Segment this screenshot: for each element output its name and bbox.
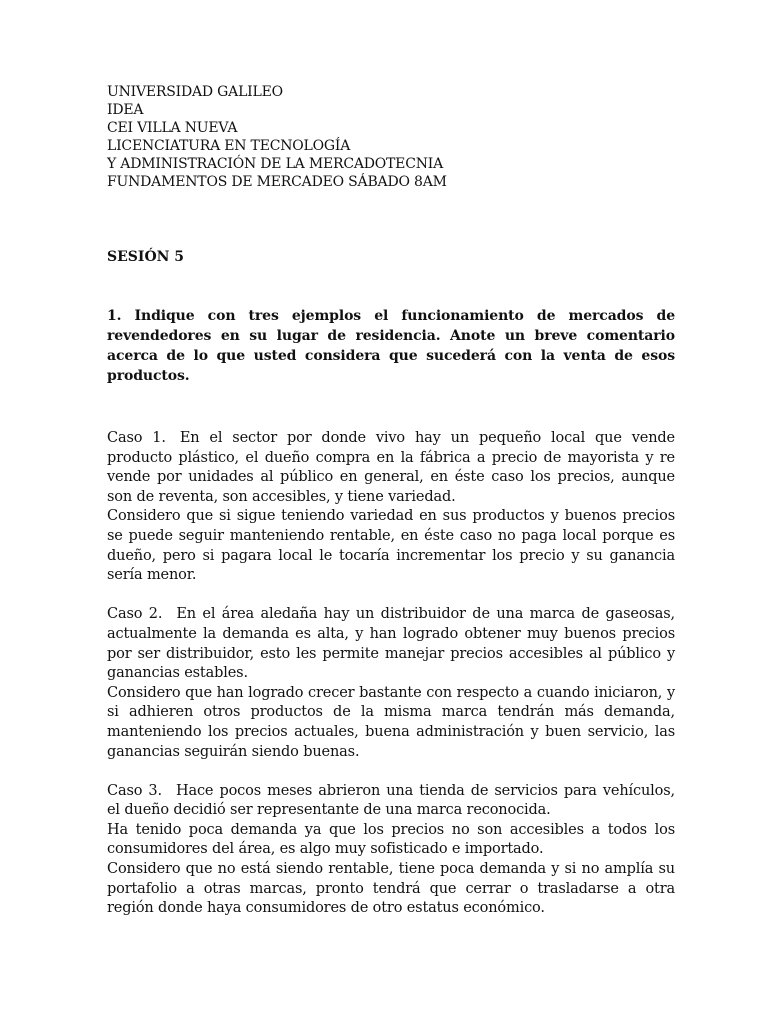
- document-header: [107, 83, 675, 191]
- question-text: Indique con tres ejemplos el funcionamiento de mercados de revendedores en su lugar de residencia. Anote un breve comentario acerca de lo que usted considera que sucederá con la venta de esos productos.: [107, 308, 676, 384]
- case-3-text-1: Hace pocos meses abrieron una tienda de servicios para vehículos, el dueño decidió ser representante de una marca reconocida.: [107, 782, 675, 819]
- case-2-paragraph-1: [107, 605, 675, 683]
- question-prompt: [107, 306, 675, 386]
- case-1-paragraph-2: Considero que si sigue teniendo variedad en sus productos y buenos precios se puede seguir manteniendo rentable, en éste caso no paga local porque es dueño, pero si pagara local le tocaría incrementar los precio y su ganancia sería menor.: [107, 508, 675, 584]
- case-3: [107, 782, 675, 919]
- case-1: [107, 429, 675, 586]
- case-2: [107, 605, 675, 762]
- header-center: CEI VILLA NUEVA: [107, 120, 238, 136]
- case-3-label: Caso 3.: [107, 782, 162, 799]
- case-1-paragraph-1: [107, 429, 675, 507]
- header-degree-continued: Y ADMINISTRACIÓN DE LA MERCADOTECNIA: [107, 156, 444, 172]
- case-2-label: Caso 2.: [107, 606, 163, 623]
- case-3-paragraph-3: Considero que no está siendo rentable, tiene poca demanda y si no amplía su portafolio a otras marcas, pronto tendrá que cerrar o trasladarse a otra región donde haya consumidores de otro estatus económico.: [107, 861, 675, 917]
- header-degree: LICENCIATURA EN TECNOLOGÍA: [107, 138, 351, 154]
- case-1-text-1: En el sector por donde vivo hay un pequeño local que vende producto plástico, el dueño compra en la fábrica a precio de mayorista y re vende por unidades al público en general, en éste caso los precios, aunque son de reventa, son accesibles, y tiene variedad.: [107, 430, 675, 505]
- case-1-label: Caso 1.: [107, 430, 166, 446]
- case-2-paragraph-2: Considero que han logrado crecer bastante con respecto a cuando iniciaron, y si adhieren otros productos de la misma marca tendrán más demanda, manteniendo los precios actuales, buena administración y buen servicio, las ganancias seguirán siendo buenas.: [107, 684, 675, 760]
- header-course: FUNDAMENTOS DE MERCADEO SÁBADO 8AM: [107, 174, 447, 190]
- header-program: IDEA: [107, 102, 144, 118]
- case-2-text-1: En el área aledaña hay un distribuidor de una marca de gaseosas, actualmente la demanda es alta, y han logrado obtener muy buenos precios por ser distribuidor, esto les permite manejar precios accesibles al público y ganancias estables.: [107, 606, 675, 682]
- case-3-paragraph-2: Ha tenido poca demanda ya que los precios no son accesibles a todos los consumidores del área, es algo muy sofisticado e importado.: [107, 821, 675, 858]
- case-3-paragraph-1: [107, 782, 675, 821]
- document-page: [107, 83, 675, 919]
- session-title: SESIÓN 5: [107, 249, 185, 265]
- header-university: UNIVERSIDAD GALILEO: [107, 84, 283, 100]
- question-number: 1.: [107, 308, 122, 324]
